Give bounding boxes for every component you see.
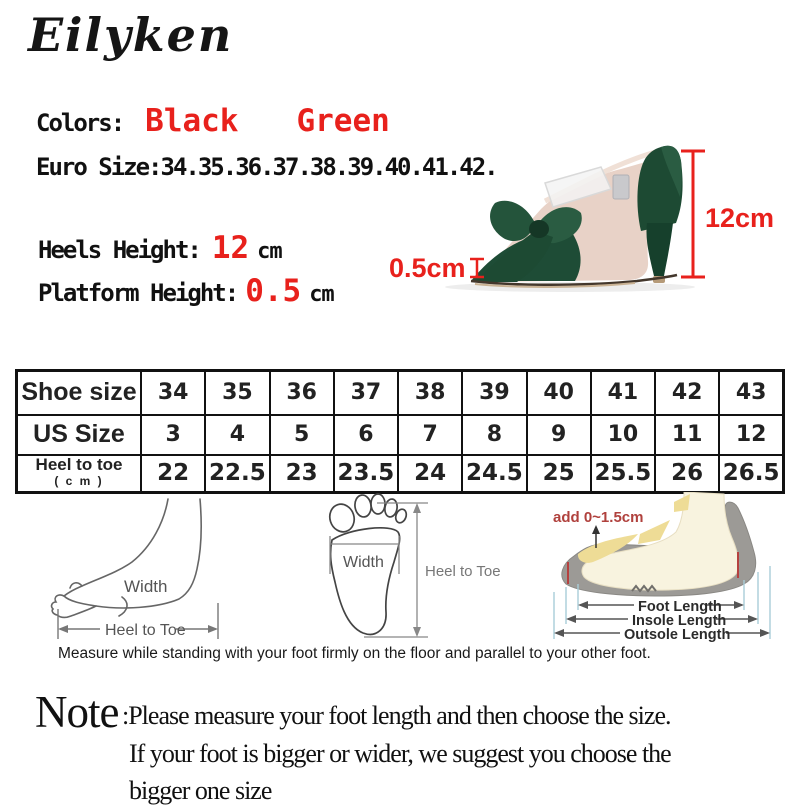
platform-height-unit: cm [309, 282, 334, 307]
size-table-cell: 42 [655, 371, 719, 415]
platform-height-value: 0.5 [245, 273, 302, 309]
diagram-footprint [322, 492, 512, 644]
product-photo-green-heel-mule [385, 135, 785, 305]
size-table-cell: 24.5 [462, 455, 526, 493]
size-table [15, 369, 785, 494]
footprint-heel-to-toe-label: Heel to Toe [425, 563, 501, 580]
size-table-cell: 11 [655, 415, 719, 455]
size-table-cell: 3 [141, 415, 205, 455]
row-header-heel-to-toe: Heel to toe ( c m ) [17, 455, 142, 493]
size-table-cell: 35 [205, 371, 269, 415]
size-table-cell: 10 [591, 415, 655, 455]
down-arrowhead [413, 627, 421, 637]
side-foot-heel-to-toe-label: Heel to Toe [105, 622, 186, 639]
size-table-cell: 39 [462, 371, 526, 415]
brand-logo: Eilyken [28, 8, 234, 62]
size-table-cell: 12 [719, 415, 783, 455]
colors-label: Colors: [36, 109, 124, 137]
up-arrowhead [413, 503, 421, 513]
heel-height-annotation: 12cm [705, 203, 775, 233]
note-line-3: bigger one size [129, 776, 272, 805]
size-table-cell: 34 [141, 371, 205, 415]
size-table-cell: 26.5 [719, 455, 783, 493]
insole-length-left-arrow [566, 615, 576, 623]
insole-length-right-arrow [748, 615, 758, 623]
color-value-green: Green [296, 103, 390, 139]
size-table-cell: 26 [655, 455, 719, 493]
foot-length-left-arrow [578, 601, 588, 609]
side-foot-width-label: Width [124, 577, 168, 596]
foot-length-right-arrow [734, 601, 744, 609]
insole-length-label: Insole Length [632, 613, 727, 629]
strap-tag [613, 175, 629, 199]
size-table-cell: 6 [334, 415, 398, 455]
size-table-cell: 7 [398, 415, 462, 455]
diagram-side-foot [48, 497, 243, 647]
size-table-cell: 37 [334, 371, 398, 415]
size-table-cell: 9 [527, 415, 591, 455]
toe-gap-arrowhead [592, 525, 600, 534]
note-line-1: :Please measure your foot length and then choose the size. [122, 701, 671, 730]
size-table-cell: 24 [398, 455, 462, 493]
bow-left-loop [490, 201, 535, 241]
size-table-cell: 43 [719, 371, 783, 415]
table-row-shoe-size [17, 371, 784, 415]
table-row-heel-to-toe [17, 455, 784, 493]
colors-spec-line [36, 103, 390, 139]
platform-height-label: Platform Height: [38, 279, 238, 307]
insole-ankle-patch [674, 494, 690, 512]
measure-instruction: Measure while standing with your foot firmly on the floor and parallel to your other foot. [58, 645, 651, 662]
size-table-cell: 4 [205, 415, 269, 455]
bow-knot [529, 220, 549, 238]
size-table-cell: 22 [141, 455, 205, 493]
size-table-cell: 5 [270, 415, 334, 455]
heels-height-label: Heels Height: [38, 236, 200, 264]
heel-height-dimension [681, 151, 705, 277]
side-foot-outline [52, 499, 202, 617]
size-table-cell: 38 [398, 371, 462, 415]
stiletto-heel [646, 223, 673, 276]
right-arrowhead [208, 625, 218, 633]
outsole-length-right-arrow [760, 629, 770, 637]
add-allowance-label: add 0~1.5cm [553, 509, 644, 526]
size-table-cell: 25.5 [591, 455, 655, 493]
row-header-shoe-size: Shoe size [17, 371, 142, 415]
size-table-cell: 23.5 [334, 455, 398, 493]
table-row-us-size [17, 415, 784, 455]
size-table-cell: 8 [462, 415, 526, 455]
euro-size-value: 34.35.36.37.38.39.40.41.42. [160, 153, 497, 181]
heels-height-unit: cm [257, 239, 282, 264]
outsole-length-left-arrow [554, 629, 564, 637]
foot-inside-shoe [582, 492, 739, 590]
platform-annotation: 0.5cm [389, 253, 466, 283]
note-line-2: If your foot is bigger or wider, we suggest you choose the [129, 739, 671, 768]
outsole-length-label: Outsole Length [624, 627, 731, 643]
size-table-cell: 41 [591, 371, 655, 415]
note-title: Note [35, 687, 119, 737]
size-table-cell: 25 [527, 455, 591, 493]
row-header-us-size: US Size [17, 415, 142, 455]
diagram-shoe-section [548, 492, 793, 644]
euro-size-label: Euro Size: [36, 153, 161, 181]
platform-height-spec-line [38, 273, 334, 309]
foot-length-label: Foot Length [638, 599, 722, 615]
size-table-cell: 36 [270, 371, 334, 415]
size-table-cell: 40 [527, 371, 591, 415]
left-arrowhead [58, 625, 68, 633]
color-value-black: Black [145, 103, 239, 139]
heels-height-value: 12 [211, 230, 250, 266]
heels-height-spec-line [38, 230, 282, 266]
size-table-cell: 22.5 [205, 455, 269, 493]
footprint-width-label: Width [343, 554, 384, 571]
size-table-cell: 23 [270, 455, 334, 493]
